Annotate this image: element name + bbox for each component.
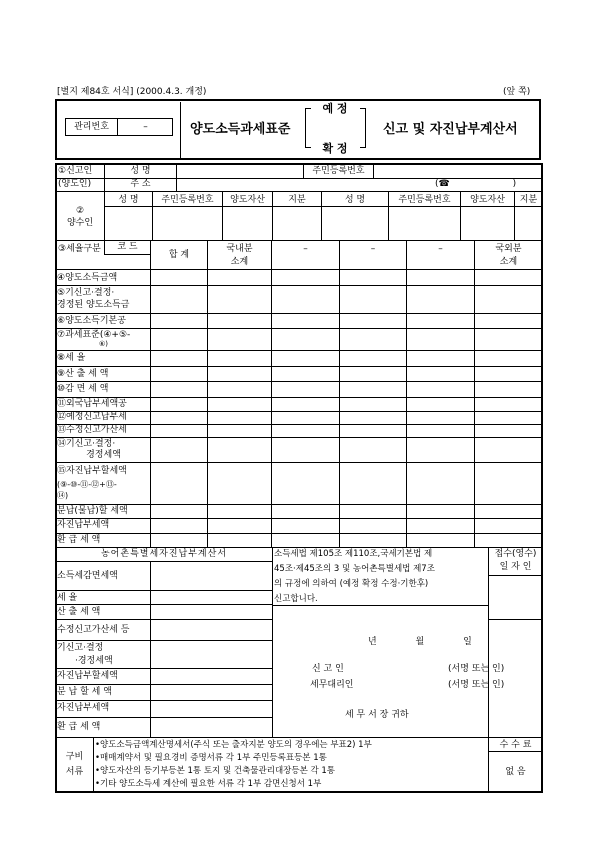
transferee-col-name: 성 명 <box>118 195 139 205</box>
applicant-address-label: 주 소 <box>130 179 151 189</box>
main-table <box>55 163 543 793</box>
declaration-date: 년 월 일 <box>368 637 472 647</box>
transferee-label-sub: 양수인 <box>66 218 94 228</box>
row-refund: 환 급 세 액 <box>57 535 101 545</box>
applicant-rrn-label: 주민등록번호 <box>312 166 365 176</box>
reporter-label: 신 고 인 <box>312 664 344 674</box>
row-prepaid: ⑫예정신고납부세 <box>57 412 127 422</box>
page-side: (앞 쪽) <box>503 87 531 97</box>
transferee-col-share-2: 지분 <box>519 195 538 205</box>
tax-domestic-sub: 소계 <box>230 257 249 267</box>
row-prior-decided: ⑤기신고·결정· <box>57 288 115 298</box>
row-self-payment-formula: (⑨-⑩-⑪-⑫+⑬- <box>57 480 117 489</box>
tax-code-label: 코 드 <box>117 242 138 252</box>
applicant-label: ①신고인 <box>58 166 93 176</box>
agent-label: 세무대리인 <box>310 680 354 690</box>
rural-additional: 수정신고가산세 등 <box>57 625 130 635</box>
row-tax-rate: ⑧세 율 <box>57 353 86 363</box>
declaration-line-4: 신고합니다. <box>274 594 318 604</box>
form-title-tail: 신고 및 자진납부계산서 <box>383 122 518 137</box>
rural-rate: 세 율 <box>57 593 78 603</box>
attach-item-2: •매매계약서 및 필요경비 증명서류 각 1부 주민등록표등본 1통 <box>95 753 327 763</box>
mgmt-value: – <box>143 122 148 132</box>
rural-installment: 분 납 할 세 액 <box>57 687 112 697</box>
row-tax-base-cont: ⑥) <box>98 340 108 348</box>
attach-label: 구비 <box>65 752 84 762</box>
row-self-paid: 자진납부세액 <box>57 520 110 530</box>
attach-item-3: •양도자산의 등기부등본 1통 토지 및 건축물관리대장등본 각 1통 <box>95 766 336 776</box>
row-installment: 분납(물납)할 세액 <box>57 506 128 516</box>
rural-self-payment: 자진납부할세액 <box>57 671 118 681</box>
transferee-col-rrn-2: 주민등록번호 <box>398 195 451 205</box>
transferee-col-rrn: 주민등록번호 <box>161 195 214 205</box>
bracket-right <box>360 108 366 148</box>
attach-item-4: •기타 양도소득세 계산에 필요한 서류 각 1부 감면신청서 1부 <box>95 779 322 789</box>
transferee-col-asset-2: 양도자산 <box>470 195 505 205</box>
rural-prior: 기신고·결정 <box>57 643 104 653</box>
attach-label-sub: 서류 <box>65 767 84 777</box>
attach-item-1: •양도소득금액계산명세서(주식 또는 출자지분 양도의 경우에는 부표2) 1부 <box>95 740 372 750</box>
rural-self-paid: 자진납부세액 <box>57 703 110 713</box>
row-additional-tax: ⑬수정신고가산세 <box>57 425 127 435</box>
receipt-date-stamp: 일 자 인 <box>499 562 532 572</box>
option-yejung: 예 정 <box>322 102 348 115</box>
recipient: 세 무 서 장 귀하 <box>345 710 409 720</box>
applicant-name-label: 성 명 <box>130 166 151 176</box>
option-hwakjung: 확 정 <box>322 142 348 155</box>
declaration-line-1: 소득세법 제105조 제110조,국세기본법 제 <box>274 549 433 559</box>
reporter-sign: (서명 또는 인) <box>448 664 505 674</box>
tax-col-dash-3: – <box>438 244 443 254</box>
declaration-line-3: 의 규정에 의하여 (예정 확정 수정·기한후) <box>274 579 429 589</box>
rural-tax-header: 농어촌특별세자진납부계산서 <box>100 549 228 559</box>
tax-col-dash-1: – <box>303 244 308 254</box>
transferee-label: ② <box>75 206 85 216</box>
row-basic-deduction: ⑥양도소득기본공 <box>57 316 126 326</box>
agent-sign: (서명 또는 인) <box>448 680 505 690</box>
mgmt-label: 관리번호 <box>74 122 109 132</box>
tax-foreign-sub: 소계 <box>499 257 518 267</box>
row-capital-gains: ④양도소득금액 <box>57 273 118 283</box>
form-id: [별지 제84호 서식] (2000.4.3. 개정) <box>57 87 207 97</box>
applicant-label-sub: (양도인) <box>58 179 92 189</box>
fee-value: 없 음 <box>505 767 526 777</box>
row-prior-decided-cont: 경정된 양도소득금 <box>57 300 130 310</box>
tax-type-label: ③세율구분 <box>58 244 101 254</box>
rural-refund: 환 급 세 액 <box>57 722 101 732</box>
receipt-label: 접수(영수) <box>494 549 537 559</box>
transferee-col-asset: 양도자산 <box>230 195 265 205</box>
declaration-line-2: 45조·제45조의 3 및 농어촌특별세법 제7조 <box>274 564 435 574</box>
tax-domestic-label: 국내분 <box>226 244 253 254</box>
transferee-col-name-2: 성 명 <box>344 195 366 205</box>
row-self-payment-formula-end: ⑭) <box>57 491 69 500</box>
row-tax-base: ⑦과세표준(④+⑤- <box>57 330 131 340</box>
tax-col-dash-2: – <box>370 244 376 254</box>
row-prior-tax: ⑭기신고·결정· <box>57 439 116 449</box>
row-prior-tax-cont: 경정세액 <box>86 450 121 460</box>
rural-reduction: 소득세감면세액 <box>57 571 118 581</box>
applicant-phone: (☎ ) <box>435 179 517 189</box>
form-title: 양도소득과세표준 <box>190 122 291 137</box>
tax-total-label: 합 계 <box>168 250 190 260</box>
row-self-payment: ⑮자진납부할세액 <box>57 466 127 476</box>
rural-prior-cont: ·경정세액 <box>75 656 113 666</box>
fee-label: 수 수 료 <box>499 740 532 750</box>
row-computed-tax: ⑨산 출 세 액 <box>57 369 109 379</box>
transferee-col-share: 지분 <box>288 195 306 205</box>
row-reduction: ⑩감 면 세 액 <box>57 384 109 394</box>
row-foreign-credit: ⑪외국납부세액공 <box>57 399 127 409</box>
tax-foreign-label: 국외분 <box>495 244 522 254</box>
rural-computed: 산 출 세 액 <box>57 607 101 617</box>
